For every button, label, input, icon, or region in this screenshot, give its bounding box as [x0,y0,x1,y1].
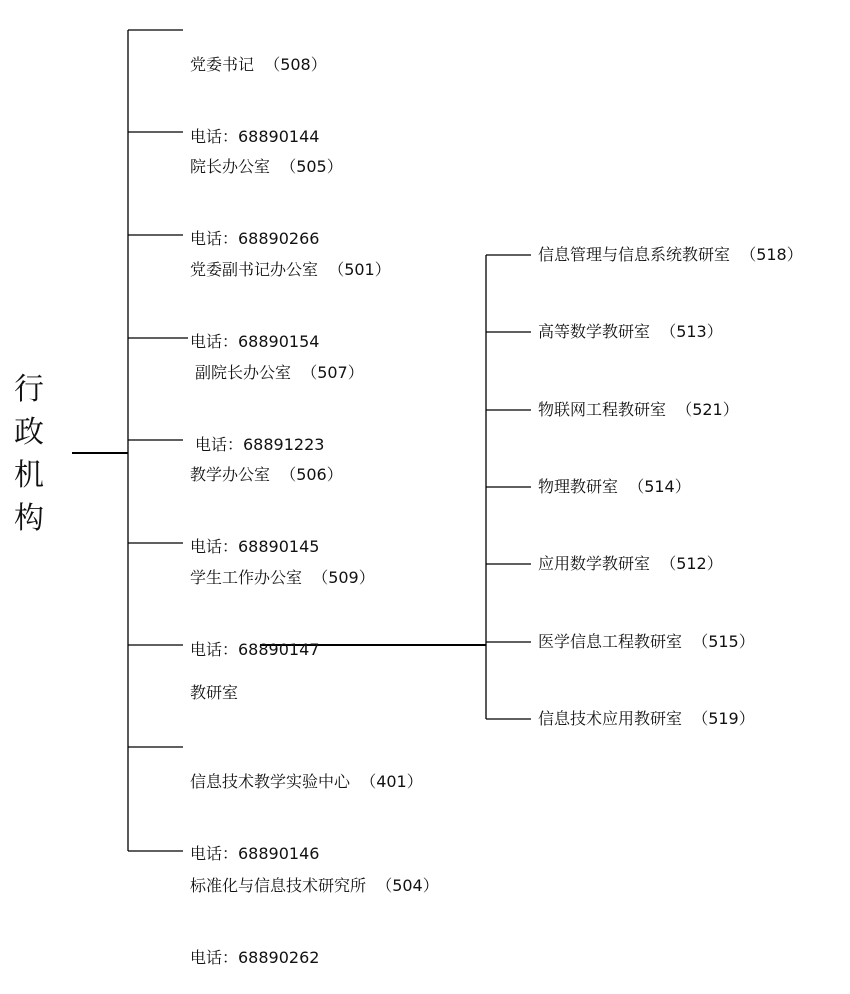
unit-title [190,53,327,77]
section-name: 信息管理与信息系统教研室 [538,245,731,264]
section-name: 医学信息工程教研室 [538,632,683,651]
unit-node [190,633,238,729]
unit-title [190,566,375,590]
section-name: 高等数学教研室 [538,322,651,341]
section-node [538,320,723,344]
unit-phone: 电话：68890145 [190,537,320,556]
section-room: （521） [676,400,739,419]
unit-room: （504） [376,876,439,895]
unit-title [190,155,343,179]
unit-name: 学生工作办公室 [190,568,303,587]
section-node [538,552,723,576]
unit-name: 院长办公室 [190,157,271,176]
section-room: （512） [660,554,723,573]
section-node [538,243,803,267]
root-char: 行 [14,372,44,407]
section-room: （513） [660,322,723,341]
unit-title [190,770,423,794]
unit-room: （401） [360,772,423,791]
unit-room: （501） [328,260,391,279]
unit-title [190,258,391,282]
unit-room: （509） [312,568,375,587]
unit-title [190,463,343,487]
unit-phone: 电话：68890154 [190,332,320,351]
section-room: （514） [628,477,691,496]
unit-name: 党委书记 [190,55,255,74]
unit-name: 党委副书记办公室 [190,260,319,279]
section-name: 信息技术应用教研室 [538,709,683,728]
section-node [538,630,755,654]
unit-phone: 电话：68890144 [190,127,320,146]
unit-name: 副院长办公室 [195,363,292,382]
section-node [538,475,691,499]
unit-title [190,874,439,898]
root-char: 政 [14,415,44,450]
section-room: （515） [692,632,755,651]
root-char: 机 [14,458,44,493]
root-char: 构 [14,501,44,536]
unit-title [195,361,364,385]
unit-name: 标准化与信息技术研究所 [190,876,367,895]
unit-room: （506） [280,465,343,484]
unit-phone: 电话：68890266 [190,229,320,248]
unit-name: 教学办公室 [190,465,271,484]
unit-name: 信息技术教学实验中心 [190,772,351,791]
unit-name: 教研室 [190,683,239,702]
section-name: 应用数学教研室 [538,554,651,573]
section-name: 物理教研室 [538,477,619,496]
unit-room: （508） [264,55,327,74]
unit-node [190,826,439,994]
section-name: 物联网工程教研室 [538,400,667,419]
section-room: （518） [740,245,803,264]
unit-room: （505） [280,157,343,176]
section-node [538,398,739,422]
unit-phone: 电话：68890262 [190,948,320,967]
unit-phone: 电话：68891223 [195,435,325,454]
section-room: （519） [692,709,755,728]
unit-phone: 电话：68890147 [190,640,320,659]
section-node [538,707,755,731]
unit-phone: 电话：68890146 [190,844,320,863]
unit-room: （507） [301,363,364,382]
